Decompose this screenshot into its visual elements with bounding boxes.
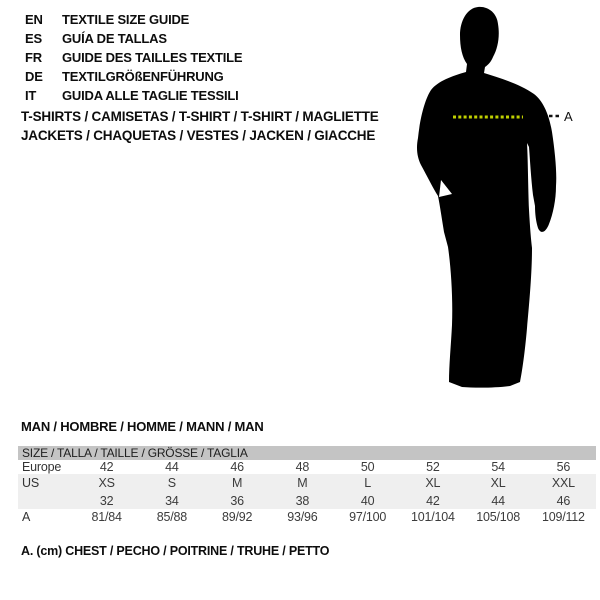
size-cell: 34 bbox=[165, 493, 179, 508]
language-code: DE bbox=[25, 69, 43, 84]
size-cell: S bbox=[167, 476, 176, 490]
size-cell: XL bbox=[490, 476, 506, 490]
size-cell: XXL bbox=[551, 476, 575, 490]
size-cell: 105/108 bbox=[476, 509, 521, 524]
size-cell: 44 bbox=[165, 460, 179, 474]
size-cell: 81/84 bbox=[91, 509, 122, 524]
size-cell: 42 bbox=[426, 493, 440, 508]
section-title-man: MAN / HOMBRE / HOMME / MANN / MAN bbox=[21, 419, 264, 434]
language-title: TEXTILGRÖßENFÜHRUNG bbox=[62, 69, 224, 84]
size-cell: 109/112 bbox=[541, 509, 585, 524]
table-row bbox=[18, 492, 596, 509]
row-label: US bbox=[22, 476, 39, 490]
size-cell: 38 bbox=[295, 493, 310, 508]
size-cell: 36 bbox=[230, 493, 244, 508]
size-table bbox=[18, 446, 596, 524]
size-cell: 52 bbox=[426, 460, 440, 474]
language-code: EN bbox=[25, 12, 43, 27]
size-cell: 89/92 bbox=[221, 509, 253, 524]
man-silhouette bbox=[417, 7, 556, 388]
size-cell: 46 bbox=[230, 460, 244, 474]
language-title: GUÍA DE TALLAS bbox=[62, 31, 167, 46]
language-code: FR bbox=[25, 50, 42, 65]
size-cell: 54 bbox=[491, 460, 505, 474]
size-cell: 32 bbox=[99, 493, 114, 508]
row-label: Europe bbox=[22, 460, 62, 474]
table-row bbox=[18, 474, 596, 492]
size-cell: L bbox=[364, 476, 371, 490]
language-code: ES bbox=[25, 31, 42, 46]
size-cell: 85/88 bbox=[156, 509, 188, 524]
table-row bbox=[18, 509, 596, 524]
size-cell: 101/104 bbox=[410, 509, 455, 524]
size-cell: 93/96 bbox=[287, 509, 318, 524]
size-cell: M bbox=[232, 476, 243, 490]
size-cell: XS bbox=[98, 476, 115, 490]
size-cell: 40 bbox=[360, 493, 375, 508]
table-row bbox=[18, 460, 596, 474]
size-cell: 50 bbox=[360, 460, 375, 474]
language-title: GUIDA ALLE TAGLIE TESSILI bbox=[62, 88, 239, 103]
language-title: GUIDE DES TAILLES TEXTILE bbox=[62, 50, 243, 65]
size-cell: XL bbox=[425, 476, 441, 490]
size-table-body bbox=[18, 460, 596, 524]
size-cell: 42 bbox=[99, 460, 114, 474]
category-jackets: JACKETS / CHAQUETAS / VESTES / JACKEN / GIACCHE bbox=[21, 127, 376, 143]
size-cell: 56 bbox=[556, 460, 571, 474]
size-cell: 46 bbox=[556, 493, 571, 508]
row-label: A bbox=[22, 509, 31, 524]
size-cell: 44 bbox=[491, 493, 505, 508]
category-tshirts: T-SHIRTS / CAMISETAS / T-SHIRT / T-SHIRT / MAGLIETTE bbox=[21, 109, 379, 124]
size-cell: M bbox=[297, 476, 308, 490]
language-title: TEXTILE SIZE GUIDE bbox=[62, 12, 190, 27]
size-table-header: SIZE / TALLA / TAILLE / GRÖSSE / TAGLIA bbox=[18, 446, 596, 460]
language-code: IT bbox=[25, 88, 37, 103]
measurement-a-label: A bbox=[564, 109, 573, 124]
size-cell: 97/100 bbox=[349, 509, 387, 524]
size-cell: 48 bbox=[295, 460, 310, 474]
measurement-footnote: A. (cm) CHEST / PECHO / POITRINE / TRUHE / PETTO bbox=[21, 544, 330, 558]
